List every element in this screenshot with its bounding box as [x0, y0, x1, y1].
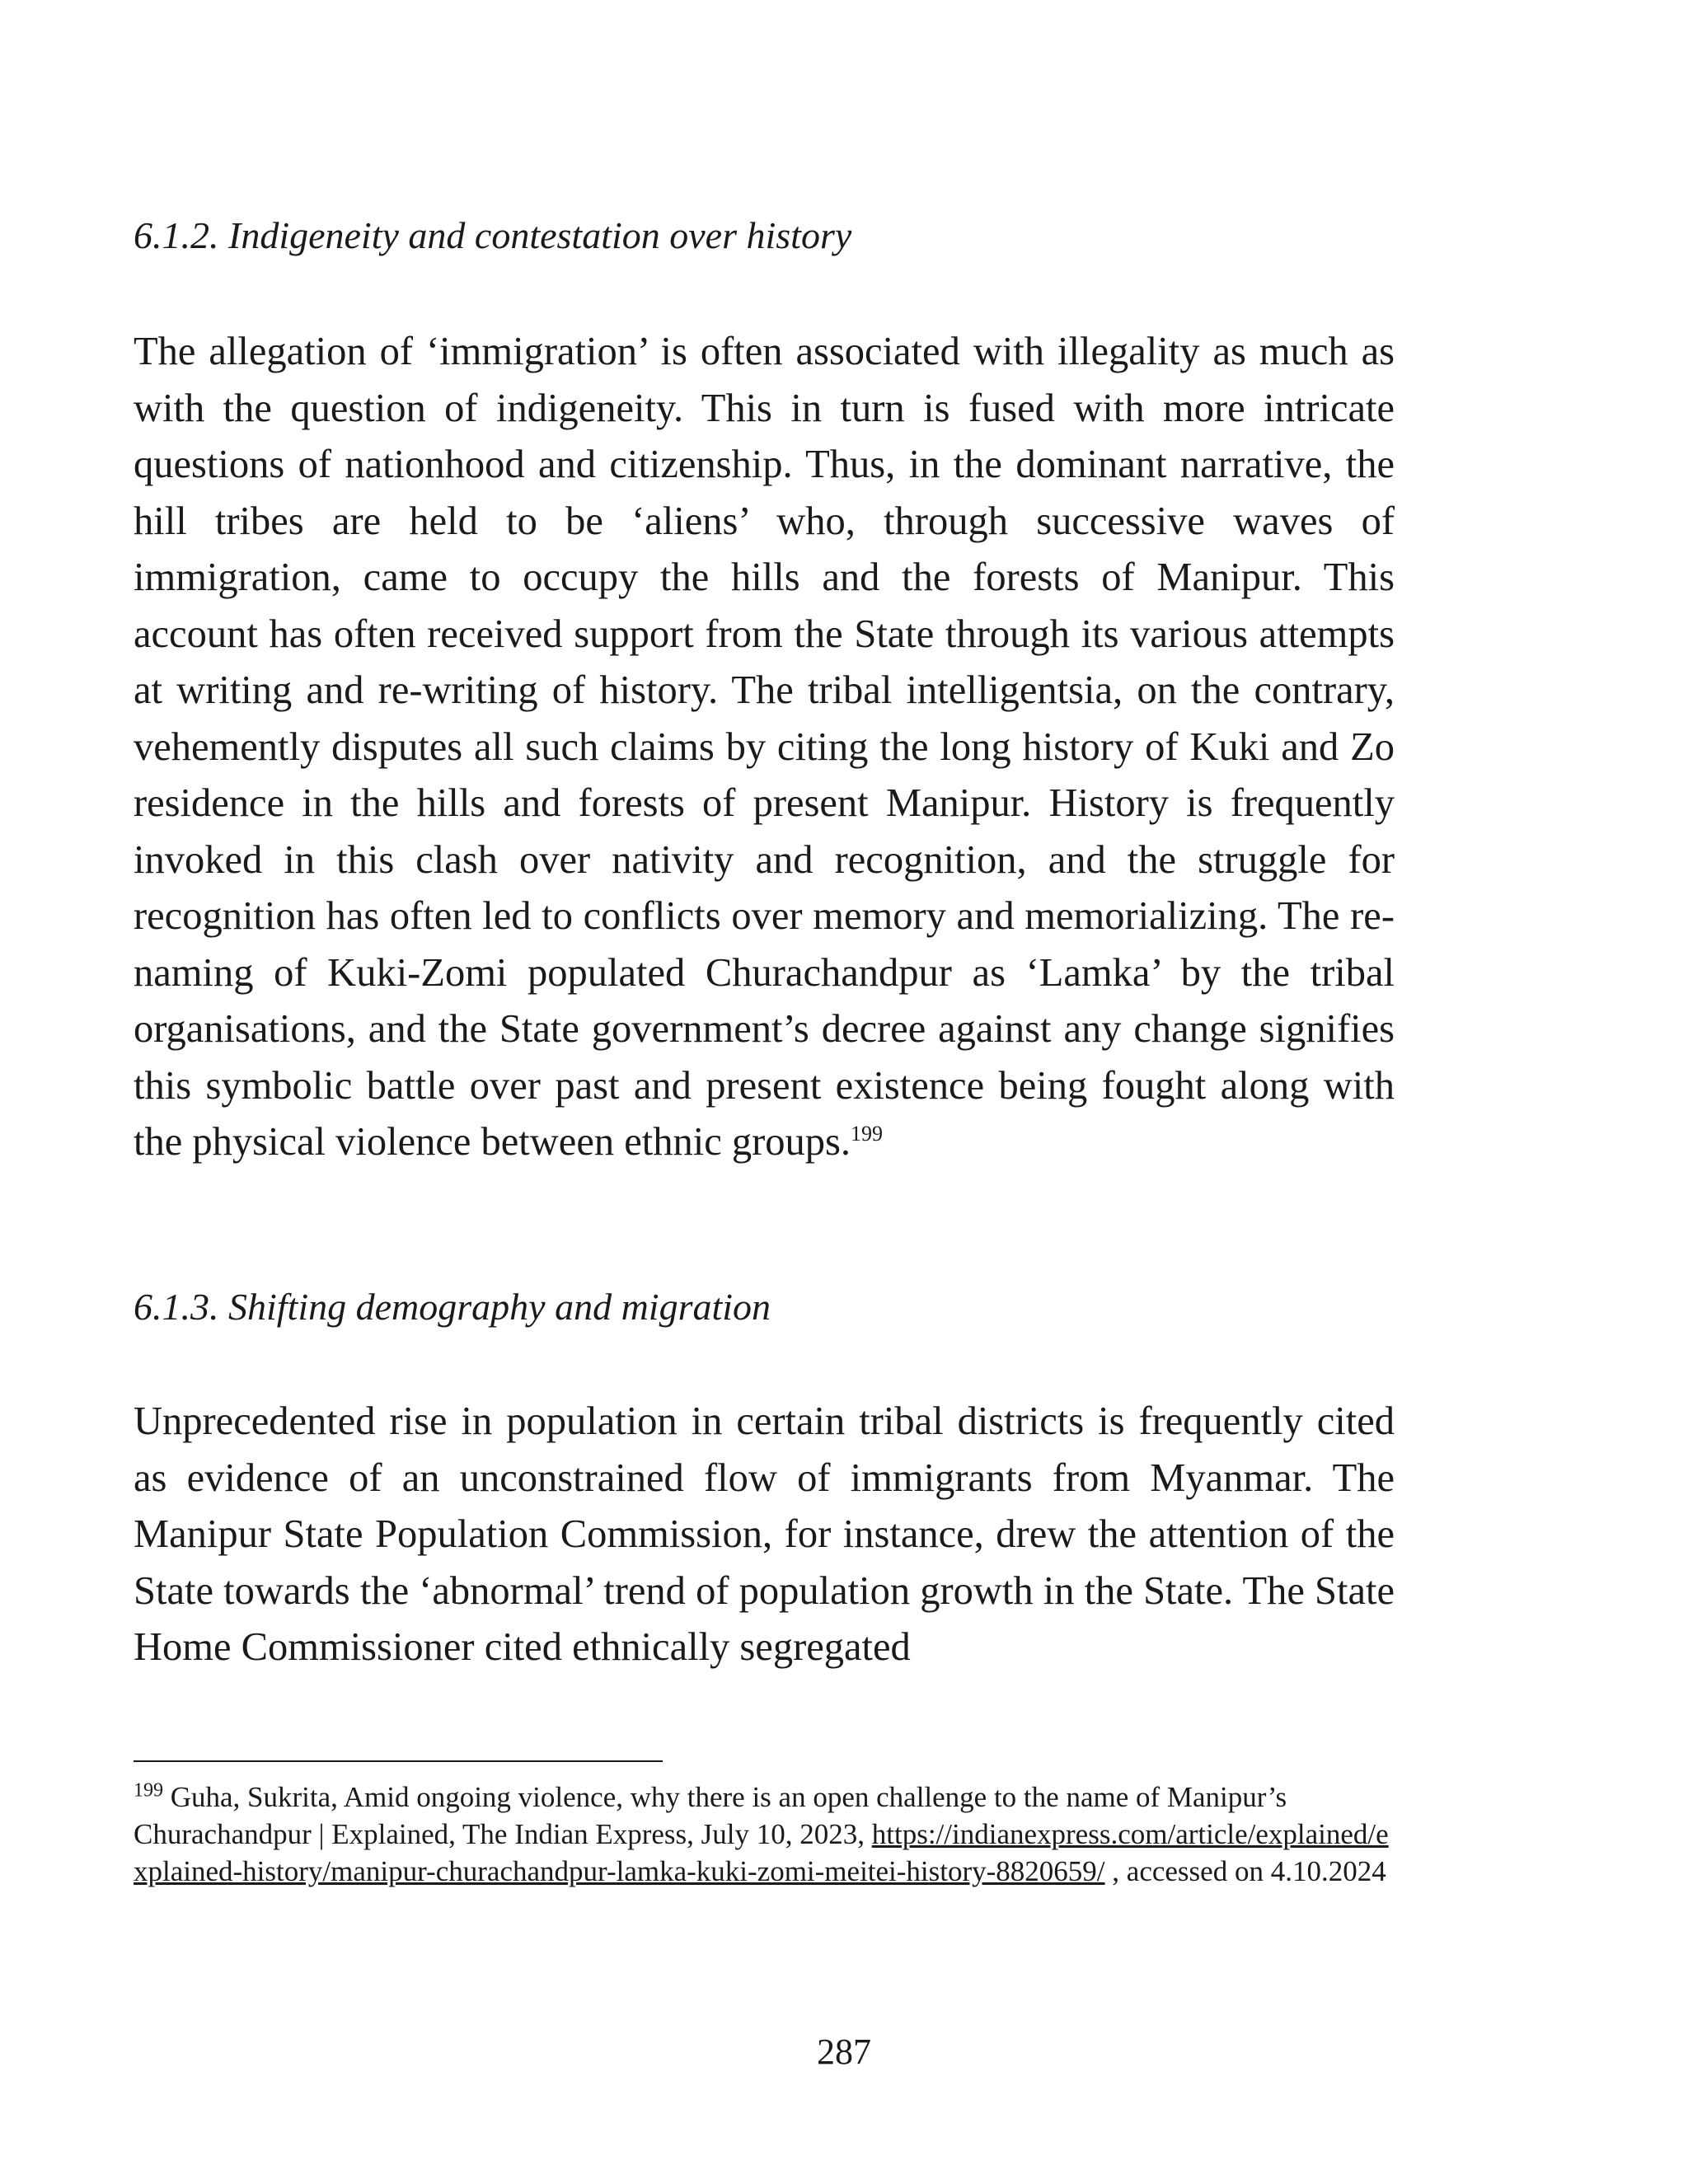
footnote-citation-text: Guha, Sukrita, Amid ongoing violence, why there is an open challenge to the name of Manipur’s Churachandpur | Explained, The Indian Express, July 10, 2023,: [134, 1781, 1287, 1850]
section-heading-demography: 6.1.3. Shifting demography and migration: [134, 1286, 771, 1328]
paragraph-demography: Unprecedented rise in population in certain tribal districts is frequently cited as evidence of an unconstrained flow of immigrants from Myanmar. The Manipur State Population Commission, for instance, drew the attention of the State towards the ‘abnormal’ trend of population growth in the State. The State Home Commissioner cited ethnically segregated: [134, 1399, 1395, 1669]
footnote: [134, 1779, 1395, 1890]
paragraph-indigeneity-text: The allegation of ‘immigration’ is often associated with illegality as much as with the question of indigeneity. This in turn is fused with more intricate questions of nationhood and citizenship. Thus, in the dominant narrative, the hill tribes are held to be ‘aliens’ who, through successive waves of immigration, came to occupy the hills and the forests of Manipur. This account has often received support from the State through its various attempts at writing and re-writing of history. The tribal intelligentsia, on the contrary, vehemently disputes all such claims by citing the long history of Kuki and Zo residence in the hills and forests of present Manipur. History is frequently invoked in this clash over nativity and recognition, and the struggle for recognition has often led to conflicts over memory and memorializing. The re-naming of Kuki-Zomi populated Churachandpur as ‘Lamka’ by the tribal organisations, and the State government’s decree against any change signifies this symbolic battle over past and present existence being fought along with the physical violence between ethnic groups.: [134, 330, 1395, 1164]
page-number: 287: [817, 2032, 871, 2072]
footnote-number: 199: [134, 1779, 163, 1802]
footnote-separator: [134, 1760, 663, 1762]
footnote-link[interactable]: https://indianexpress.com/article/explained/explained-history/manipur-churachandpur-lamka-kuki-zomi-meitei-history-8820659/: [134, 1818, 1389, 1887]
section-heading-indigeneity: 6.1.2. Indigeneity and contestation over history: [134, 214, 852, 256]
paragraph-indigeneity: [134, 324, 1395, 1171]
footnote-reference[interactable]: 199: [851, 1121, 884, 1146]
footnote-accessed-date: , accessed on 4.10.2024: [1104, 1855, 1386, 1887]
